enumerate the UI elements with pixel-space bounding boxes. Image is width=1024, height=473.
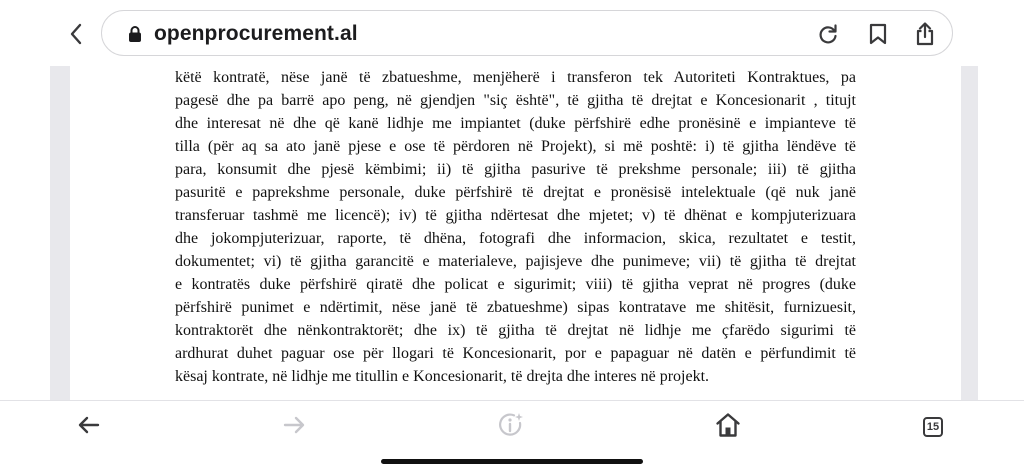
document-line: këtë kontratë, nëse janë të zbatueshme, menjëherë i transferon tek Autoriteti Kontraktues, pa (175, 69, 856, 86)
tabs-icon: 15 (923, 417, 943, 437)
document-line: ardhurat duhet paguar ose për llogari të Koncesionarit, por e papaguar në datën e përfundimit të (175, 345, 856, 362)
page-insights-button[interactable] (494, 411, 530, 443)
document-line: përfshirë punimet e ndërtimit, nëse janë të zbatueshme) sipas kontratave me shitësit, furnizuesit, (175, 299, 856, 316)
url-bar[interactable] (101, 10, 953, 56)
url-text[interactable]: openprocurement.al (154, 22, 358, 45)
reload-icon[interactable] (814, 20, 842, 48)
document-line: para, konsumit dhe pjesë këmbimi; ii) të gjitha pasurive të prekshme personale; iii) të gjitha (175, 161, 856, 178)
document-line: dhe jokompjuterizuar, raporte, të dhëna, fotografi dhe informacion, skica, rezultatet e testit, (175, 230, 856, 247)
address-toolbar (0, 0, 1024, 68)
home-button[interactable] (710, 411, 746, 443)
info-sparkle-icon (498, 411, 526, 444)
document-line: pagesë dhe pa barrë apo peng, në gjendjen "siç është", të gjitha të drejtat e Koncesionarit , titujt (175, 92, 856, 109)
document-line: dhe interesat në dhe që kanë lidhje me impiantet (duke përfshirë edhe pronësinë e impianteve të (175, 115, 856, 132)
document-line: pasuritë e paprekshme personale, duke përfshirë të drejtat e pronësisë intelektuale (që nuk janë (175, 184, 856, 201)
home-icon (715, 412, 741, 443)
chevron-left-icon[interactable] (62, 18, 90, 50)
page-gutter-right (961, 66, 978, 400)
arrow-left-icon (77, 415, 101, 440)
document-line: tilla (për aq sa ato janë pjese e ose të përdoren në Projekt), si më poshtë: i) të gjitha lëndëve të (175, 138, 856, 155)
back-button[interactable] (71, 411, 107, 443)
lock-icon (128, 25, 142, 43)
document-line: dokumentet; vi) të gjitha garancitë e materialeve, pajisjeve dhe punimeve; vii) të gjitha të drejtat (175, 253, 856, 270)
home-indicator[interactable] (381, 459, 643, 464)
document-page[interactable] (70, 66, 961, 400)
document-line: transferuar tashmë me licencë); iv) të gjitha ndërtesat dhe mjetet; v) të dhënat e kompjuterizuara (175, 207, 856, 224)
bookmark-icon[interactable] (864, 20, 892, 48)
document-line: e kontratës duke përfshirë qiratë dhe policat e sigurimit; viii) të gjitha veprat në progres (duke (175, 276, 856, 293)
tabs-button[interactable] (915, 411, 951, 443)
share-icon[interactable] (911, 20, 939, 48)
document-line: kontraktorët dhe nënkontraktorët; dhe ix) të gjitha të drejtat në lidhje me çfarëdo sigurimi të (175, 322, 856, 339)
arrow-right-icon (282, 415, 306, 440)
page-gutter-left (50, 66, 70, 400)
document-line: kësaj kontrate, në lidhje me titullin e Koncesionarit, të drejta dhe interes në projekt. (175, 368, 710, 385)
forward-button[interactable] (276, 411, 312, 443)
